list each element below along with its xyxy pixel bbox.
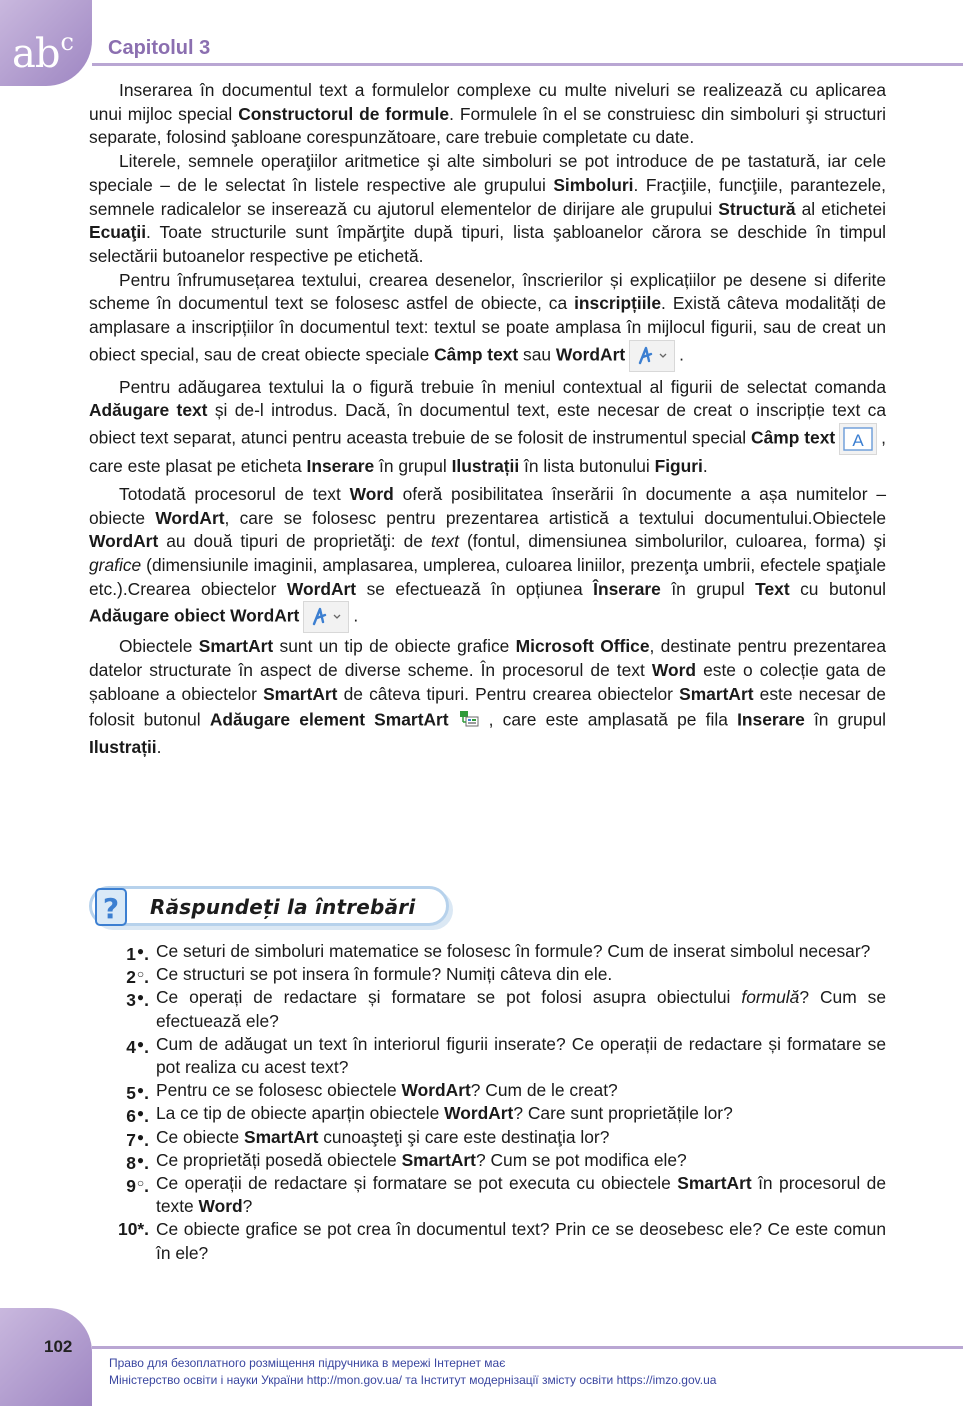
wordart-dropdown-icon [303,601,349,633]
question-item: 1●. Ce seturi de simboluri matematice se folosesc în formule? Cum de inserat simbolul necesar? [89,940,886,963]
term-formula-constructor: Constructorul de formule [238,103,450,124]
question-number: 10*. [118,1219,149,1240]
paragraph-3: Pentru înfrumusețarea textului, crearea desenelor, înscrierilor și explicațiilor pe desene si diferite scheme în documentul text se folosesc astfel de obiecte, ca inscripțiile. Există câteva modalități de amplasare a inscripțiilor în documentul text: textul se poate amplasa în mijlocul figurii, sau de creat un obiect special, sau de creat obiecte speciale Câmp text sau WordArt . [89,269,886,372]
question-item: 7●. Ce obiecte SmartArt cunoaşteţi şi care este destinaţia lor? [89,1126,886,1149]
svg-text:A: A [852,431,864,451]
wordart-dropdown-icon [629,340,675,372]
text-box-icon [839,423,877,455]
header-tab [0,0,92,86]
question-number: 9○. [126,1176,149,1197]
paragraph-4: Pentru adăugarea textului la o figură trebuie în meniul contextual al figurii de selectat comanda Adăugare text și de-l introdus. Dacă, în documentul text, este necesar de creat o inscripție text ca obiect text separat, atunci pentru aceasta trebuie de se folosit de instrumentul special Câmp text A , care este plasat pe eticheta Inserare în grupul Ilustrații în lista butonului Figuri. [89,376,887,477]
svg-text:?: ? [102,892,120,925]
logo-main: ab [12,31,60,77]
notice-line-1: Право для безоплатного розміщення підручника в мережі Інтернет має [109,1356,506,1370]
questions-banner [89,886,449,926]
question-number: 1●. [126,944,149,964]
footer-rule [92,1346,963,1349]
question-item: 2○. Ce structuri se pot insera în formule? Numiți câteva din ele. [89,963,886,986]
question-item: 8●. Ce proprietăți posedă obiectele SmartArt? Cum se pot modifica ele? [89,1149,886,1172]
questions-banner-title: Răspundeți la întrebări [150,895,416,919]
question-item: 10*. Ce obiecte grafice se pot crea în documentul text? Prin ce se deosebesc ele? Ce este comun în ele? [89,1218,886,1264]
question-number: 2○. [126,967,149,988]
question-number: 7●. [126,1129,149,1150]
smartart-icon [453,706,485,736]
paragraph-6: Obiectele SmartArt sunt un tip de obiecte grafice Microsoft Office, destinate pentru prezentarea datelor structurate în aspect de diverse scheme. În procesorul de text Word este o colecție gata de șabloane a obiectelor SmartArt de câteva tipuri. Pentru crearea obiectelor SmartArt este necesar de folosit butonul Adăugare element SmartArt , care este amplasată pe fila Inserare în grupul Ilustrații. [89,636,887,758]
notice-line-2: Міністерство освіти і науки України http://mon.gov.ua/ та Інститут модернізації змісту освіти https://imzo.gov.ua [109,1373,717,1387]
copyright-notice [109,1355,949,1389]
question-mark-icon [94,887,128,927]
question-item: 9○. Ce operații de redactare și formatare se pot executa cu obiectele SmartArt în procesorul de texte Word? [89,1172,886,1218]
header-rule [92,63,963,66]
page-number: 102 [44,1337,73,1356]
questions-list [89,940,886,1265]
paragraph-5: Totodată procesorul de text Word oferă posibilitatea înserării în documente a așa numitelor – obiecte WordArt, care se folosesc pentru prezentarea artistică a textului documentului.Obiectele WordArt au două tipuri de proprietăţi: de text (fontul, dimensiunea simbolurilor, culoarea, forma) şi grafice (dimensiunile imaginii, amplasarea, umplerea, culoarea liniilor, prezenţa umbrii, efectele spaţiale etc.).Crearea obiectelor WordArt se efectuează în opțiunea Înserare în grupul Text cu butonul Adăugare obiect WordArt . [89,483,886,634]
question-item: 4●. Cum de adăugat un text în interiorul figurii inserate? Ce operații de redactare și formatare se pot realiza cu acest text? [89,1033,886,1079]
footer-tab [0,1308,92,1406]
question-number: 6●. [126,1106,149,1127]
logo-sup: c [60,28,73,56]
paragraph-1: Inserarea în documentul text a formulelor complexe cu multe niveluri se realizează cu aplicarea unui mijloc special Constructorul de formule. Formulele în el se construiesc din simboluri şi structuri separate, folosind şabloane corespunzătoare, care trebuie completate cu date. [89,80,887,148]
question-item: 5●. Pentru ce se folosesc obiectele WordArt? Cum de le creat? [89,1079,886,1102]
main-text [89,79,886,760]
chapter-title: Capitolul 3 [108,37,211,59]
question-number: 8●. [126,1152,149,1173]
abc-logo [12,12,73,84]
paragraph-2: Literele, semnele operaţiilor aritmetice şi alte simboluri se pot introduce de pe tastatură, iar cele speciale – de le selectat în listele respective ale grupului Simboluri. Fracţiile, funcţiile, parantezele, semnele radicalelor se inserează cu ajutorul elementelor de dirijare ale grupului Structură al etichetei Ecuaţii. Toate structurile sunt împărţite după tipuri, lista şabloanelor cărora se deschide în timpul selectării butoanelor respective pe etichetă. [89,151,886,266]
question-number: 4●. [126,1036,149,1057]
question-number: 3●. [126,990,149,1011]
question-number: 5●. [126,1083,149,1104]
question-item: 3●. Ce operați de redactare și formatare se pot folosi asupra obiectului formulă? Cum se efectuează ele? [89,986,886,1032]
question-item: 6●. La ce tip de obiecte aparțin obiectele WordArt? Care sunt proprietățile lor? [89,1102,886,1125]
